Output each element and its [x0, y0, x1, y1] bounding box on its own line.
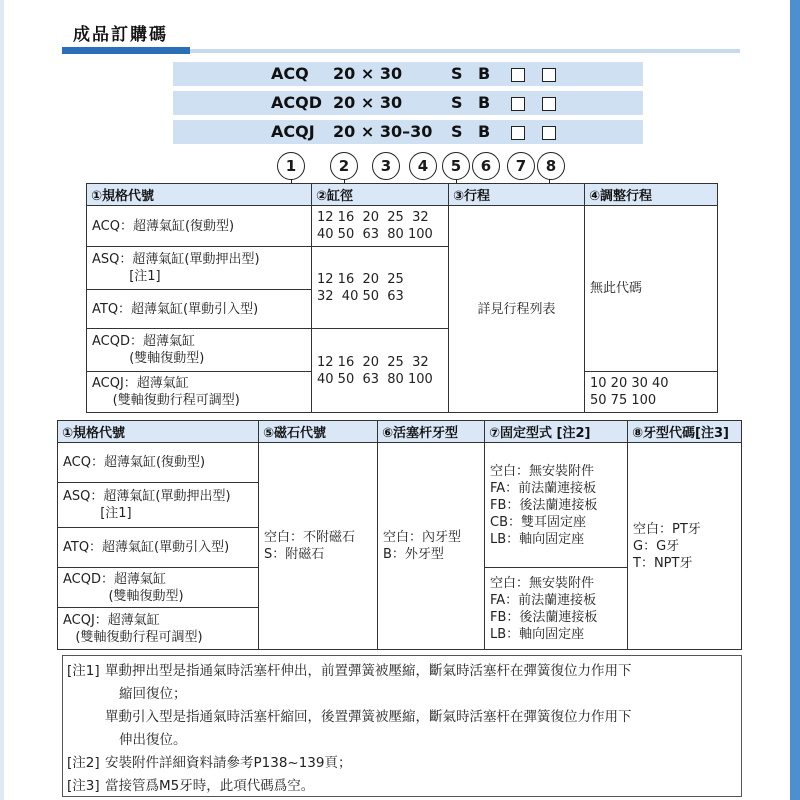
position-marker-3: 3	[372, 152, 400, 180]
size-code: 20 × 30	[333, 93, 403, 112]
size-code: 20 × 30	[333, 64, 403, 83]
position-marker-6: 6	[472, 152, 500, 180]
header-adjust-stroke: ④調整行程	[585, 184, 718, 206]
port-thread-cell: 空白：PT牙 G：G牙 T：NPT牙	[628, 443, 742, 650]
spec-bore-table	[86, 183, 718, 413]
spec-cell: ACQJ：超薄氣缸 (雙軸復動行程可調型)	[87, 372, 312, 413]
notes-box	[62, 655, 742, 797]
header-port-thread: ⑧牙型代碼[注3]	[628, 421, 742, 443]
adjust-cell: 10 20 30 40 50 75 100	[585, 372, 718, 413]
note-1-line: 單動押出型是指通氣時活塞杆伸出，前置彈簧被壓縮，斷氣時活塞杆在彈簧復位力作用下	[105, 663, 632, 679]
options-table	[57, 420, 742, 650]
mounting-cell: 空白：無安裝附件 FA：前法蘭連接板 FB：後法蘭連接板 LB：軸向固定座	[485, 568, 628, 650]
header-bore: ②缸徑	[312, 184, 449, 206]
right-frame-stripe	[790, 0, 800, 800]
title-underline-accent	[62, 47, 190, 54]
blank-box	[542, 126, 556, 140]
blank-box	[542, 97, 556, 111]
header-spec-code: ①規格代號	[87, 184, 312, 206]
size-code: 20 × 30–30	[333, 122, 433, 141]
spec-cell: ACQJ：超薄氣缸 (雙軸復動行程可調型)	[58, 608, 259, 650]
bore-cell: 12 16 20 25 32 40 50 63 80 100	[312, 206, 449, 247]
spec-cell: ACQ：超薄氣缸(復動型)	[58, 443, 259, 483]
title-underline	[190, 49, 740, 53]
model-code: ACQJ	[271, 122, 315, 141]
magnet-code: S	[451, 93, 463, 112]
note-1-tag: [注1]	[67, 663, 100, 679]
rod-thread-cell: 空白：內牙型 B：外牙型	[378, 443, 485, 650]
adjust-cell: 無此代碼	[585, 206, 718, 372]
position-marker-5: 5	[442, 152, 470, 180]
mounting-cell: 空白：無安裝附件 FA：前法蘭連接板 FB：後法蘭連接板 CB：雙耳固定座 LB：軸向固定座	[485, 443, 628, 568]
position-marker-2: 2	[330, 152, 358, 180]
magnet-code: S	[451, 122, 463, 141]
order-code-row-acqj	[173, 120, 643, 144]
bore-cell: 12 16 20 25 32 40 50 63	[312, 247, 449, 329]
note-1-line: 伸出復位。	[119, 732, 187, 748]
order-code-row-acq	[173, 62, 643, 86]
note-3-tag: [注3]	[67, 778, 100, 794]
order-code-row-acqd	[173, 91, 643, 115]
stroke-cell: 詳見行程列表	[449, 206, 585, 413]
header-magnet: ⑤磁石代號	[259, 421, 378, 443]
note-2-text: 安裝附件詳細資料請參考P138~139頁；	[105, 755, 352, 771]
header-rod-thread: ⑥活塞杆牙型	[378, 421, 485, 443]
magnet-code: S	[451, 64, 463, 83]
model-code: ACQ	[271, 64, 309, 83]
note-2-tag: [注2]	[67, 755, 100, 771]
thread-code: B	[478, 93, 491, 112]
spec-cell: ACQ：超薄氣缸(復動型)	[87, 206, 312, 247]
position-marker-7: 7	[507, 152, 535, 180]
spec-cell: ACQD：超薄氣缸 (雙軸復動型)	[87, 329, 312, 372]
blank-box	[542, 68, 556, 82]
spec-cell: ACQD：超薄氣缸 (雙軸復動型)	[58, 568, 259, 608]
blank-box	[511, 68, 525, 82]
header-mounting: ⑦固定型式 [注2]	[485, 421, 628, 443]
spec-cell: ATQ：超薄氣缸(單動引入型)	[58, 528, 259, 568]
position-marker-8: 8	[537, 152, 565, 180]
note-1-line: 單動引入型是指通氣時活塞杆縮回，後置彈簧被壓縮，斷氣時活塞杆在彈簧復位力作用下	[105, 709, 632, 725]
spec-cell: ATQ：超薄氣缸(單動引入型)	[87, 290, 312, 329]
note-3-text: 當接管爲M5牙時，此項代碼爲空。	[105, 778, 315, 794]
note-1-line: 縮回復位；	[119, 686, 187, 702]
spec-cell: ASQ：超薄氣缸(單動押出型) [注1]	[58, 483, 259, 528]
bore-cell: 12 16 20 25 32 40 50 63 80 100	[312, 329, 449, 413]
thread-code: B	[478, 64, 491, 83]
blank-box	[511, 97, 525, 111]
header-stroke: ③行程	[449, 184, 585, 206]
left-frame-stripe	[0, 0, 4, 800]
header-spec-code: ①規格代號	[58, 421, 259, 443]
model-code: ACQD	[271, 93, 323, 112]
thread-code: B	[478, 122, 491, 141]
magnet-cell: 空白：不附磁石 S：附磁石	[259, 443, 378, 650]
position-marker-1: 1	[277, 152, 305, 180]
page-title: 成品訂購碼	[73, 25, 168, 45]
position-marker-4: 4	[409, 152, 437, 180]
blank-box	[511, 126, 525, 140]
spec-cell: ASQ：超薄氣缸(單動押出型) [注1]	[87, 247, 312, 290]
